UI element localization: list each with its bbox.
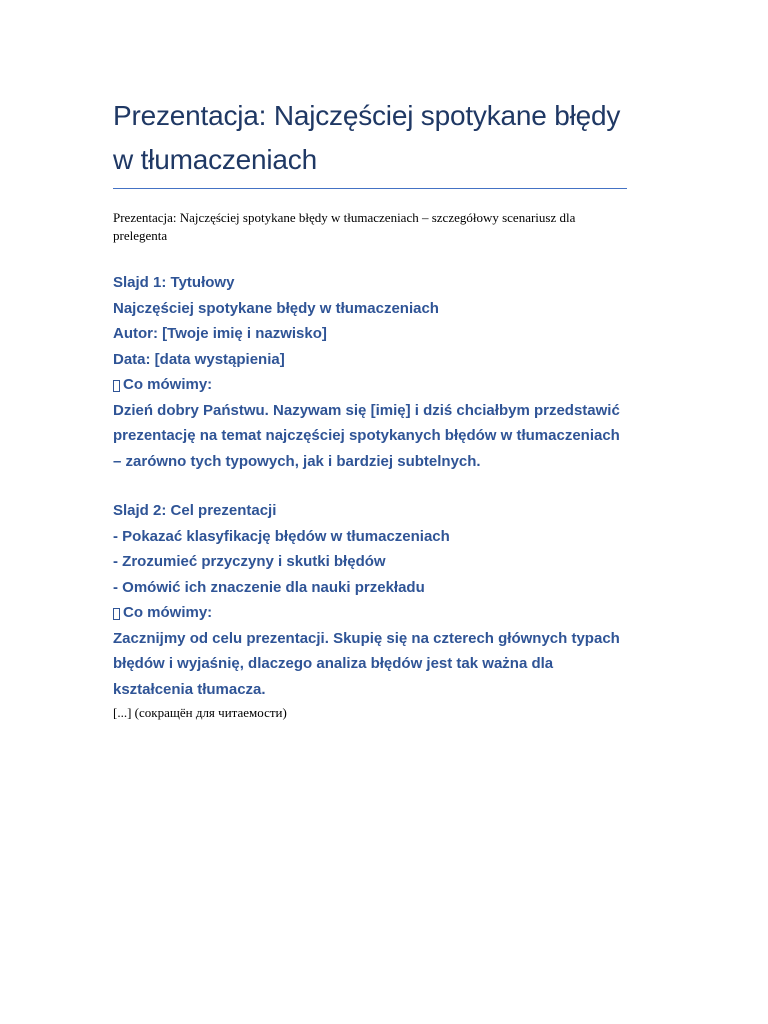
document-title: Prezentacja: Najczęściej spotykane błędy w tłumaczeniach bbox=[113, 100, 621, 175]
slide-2-section bbox=[113, 498, 627, 702]
slide-line: Data: [data wystąpienia] bbox=[113, 350, 285, 368]
slide-line: - Zrozumieć przyczyny i skutki błędów bbox=[113, 553, 386, 570]
document-page bbox=[113, 94, 627, 722]
slide-line: - Pokazać klasyfikację błędów w tłumaczeniach bbox=[113, 527, 450, 545]
slide-line: Autor: [Twoje imię i nazwisko] bbox=[113, 325, 327, 342]
slide-line: Najczęściej spotykane błędy w tłumaczeniach bbox=[113, 299, 439, 317]
speak-label-line bbox=[113, 600, 627, 626]
title-underline bbox=[113, 188, 627, 189]
slide-heading: Slajd 2: Cel prezentacji bbox=[113, 502, 277, 519]
slide-heading: Slajd 1: Tytułowy bbox=[113, 274, 235, 291]
speak-label-line bbox=[113, 372, 627, 398]
missing-glyph-icon bbox=[113, 608, 120, 620]
speak-label: Co mówimy: bbox=[123, 604, 213, 621]
speak-label: Co mówimy: bbox=[123, 376, 213, 393]
missing-glyph-icon bbox=[113, 380, 120, 392]
slide-line: - Omówić ich znaczenie dla nauki przekładu bbox=[113, 578, 425, 596]
speak-text: Zacznijmy od celu prezentacji. Skupię się na czterech głównych typach błędów i wyjaśnię, dlaczego analiza błędów jest tak ważna dla kształcenia tłumacza. bbox=[113, 629, 620, 698]
intro-paragraph: Prezentacja: Najczęściej spotykane błędy w tłumaczeniach – szczegółowy scenariusz dla prelegenta bbox=[113, 210, 576, 243]
truncation-note: [...] (сокращён для читаемости) bbox=[113, 705, 287, 720]
slide-1-section bbox=[113, 270, 627, 474]
speak-text: Dzień dobry Państwu. Nazywam się [imię] i dziś chciałbym przedstawić prezentację na temat najczęściej spotykanych błędów w tłumaczeniach – zarówno tych typowych, jak i bardziej subtelnych. bbox=[113, 401, 620, 470]
